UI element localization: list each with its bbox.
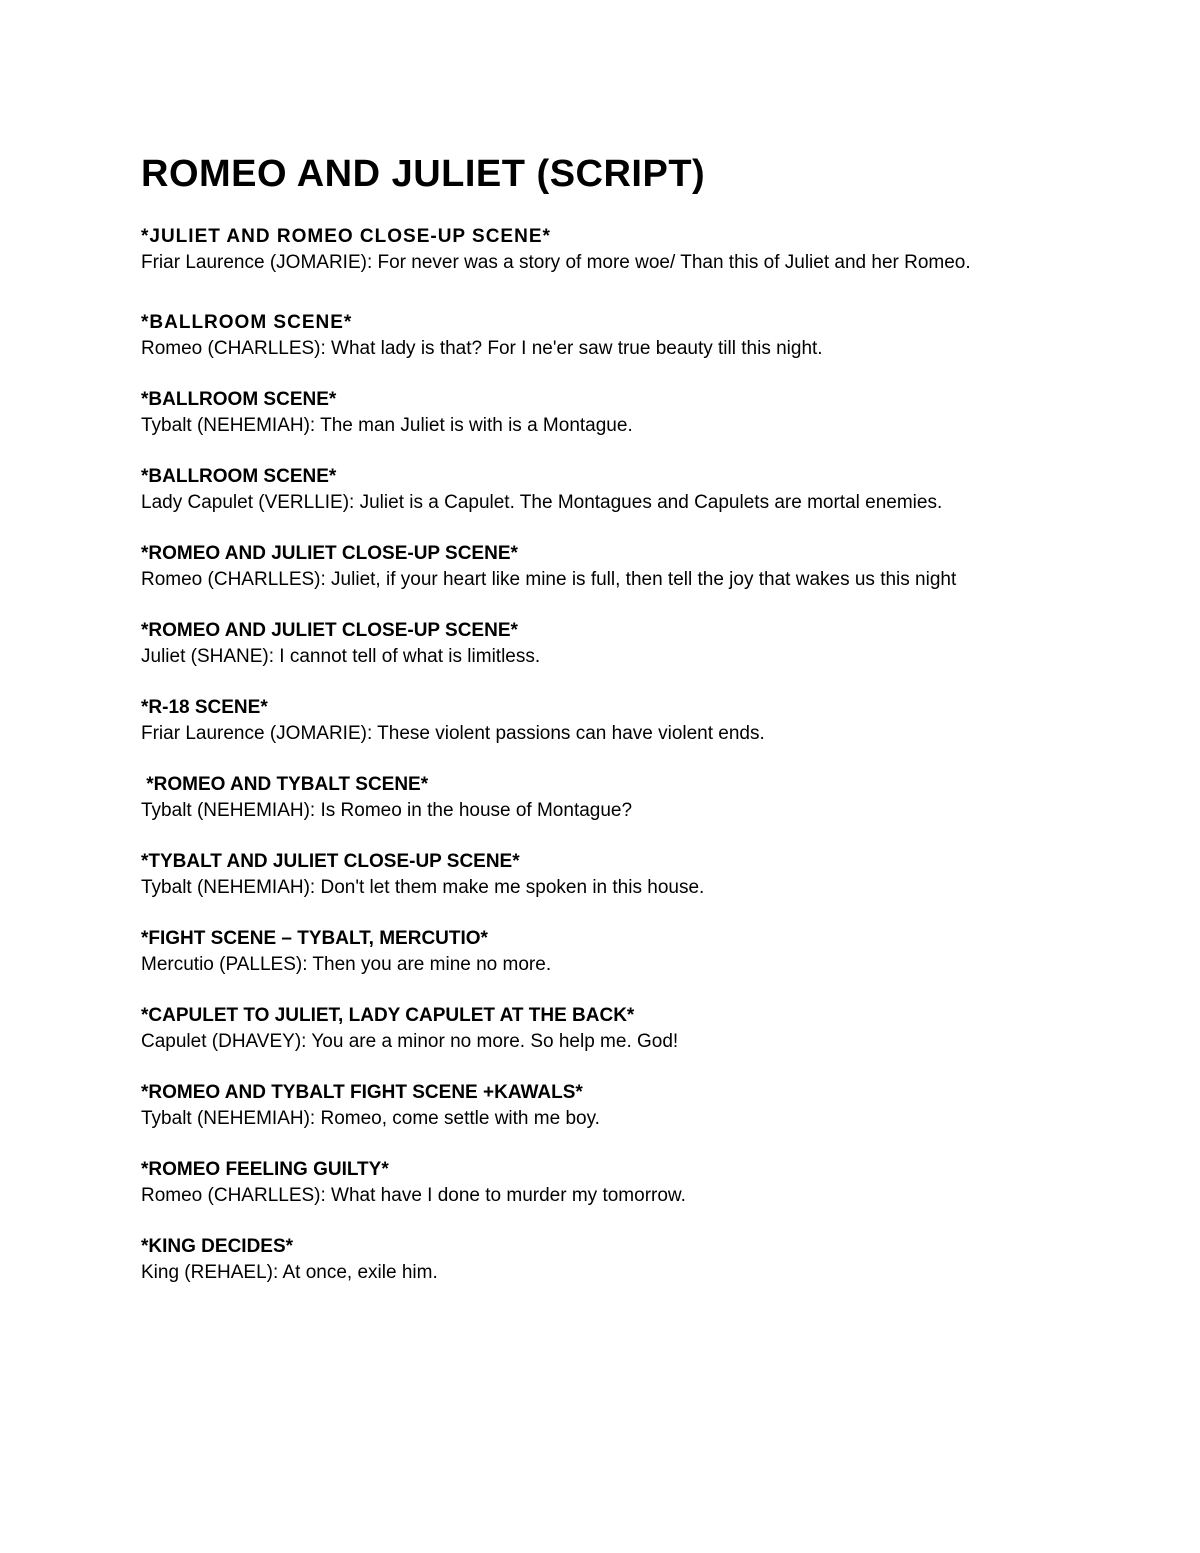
dialogue-line: Mercutio (PALLES): Then you are mine no more. (141, 954, 552, 975)
scene-heading: *ROMEO AND JULIET CLOSE-UP SCENE* (141, 543, 518, 564)
scene-heading: *JULIET AND ROMEO CLOSE-UP SCENE* (141, 226, 551, 247)
dialogue-line: Juliet (SHANE): I cannot tell of what is limitless. (141, 646, 541, 667)
script-entry (141, 387, 1081, 439)
script-entry (141, 1080, 1081, 1132)
scene-heading: *BALLROOM SCENE* (141, 466, 337, 487)
scene-heading: *ROMEO AND TYBALT FIGHT SCENE +KAWALS* (141, 1082, 583, 1103)
dialogue-line: Friar Laurence (JOMARIE): These violent passions can have violent ends. (141, 723, 765, 744)
dialogue-line: Friar Laurence (JOMARIE): For never was a story of more woe/ Than this of Juliet and her Romeo. (141, 252, 971, 273)
dialogue-line: Tybalt (NEHEMIAH): Don't let them make me spoken in this house. (141, 877, 705, 898)
dialogue-line: Romeo (CHARLLES): What lady is that? For I ne'er saw true beauty till this night. (141, 338, 823, 359)
script-entry (141, 1003, 1081, 1055)
scene-heading: *CAPULET TO JULIET, LADY CAPULET AT THE BACK* (141, 1005, 635, 1026)
scene-heading: *ROMEO AND JULIET CLOSE-UP SCENE* (141, 620, 518, 641)
document-title: ROMEO AND JULIET (SCRIPT) (141, 153, 706, 195)
scene-heading: *FIGHT SCENE – TYBALT, MERCUTIO* (141, 928, 488, 949)
script-entry (141, 224, 1081, 276)
script-entry (141, 695, 1081, 747)
script-entry (141, 464, 1081, 516)
scene-heading: *KING DECIDES* (141, 1236, 294, 1257)
dialogue-line: King (REHAEL): At once, exile him. (141, 1262, 438, 1283)
scene-heading: *R-18 SCENE* (141, 697, 268, 718)
script-entry (141, 310, 1081, 362)
dialogue-line: Tybalt (NEHEMIAH): Romeo, come settle with me boy. (141, 1108, 600, 1129)
dialogue-line: Tybalt (NEHEMIAH): The man Juliet is with is a Montague. (141, 415, 633, 436)
dialogue-line: Tybalt (NEHEMIAH): Is Romeo in the house of Montague? (141, 800, 633, 821)
script-entry (141, 1234, 1081, 1286)
scene-heading: *TYBALT AND JULIET CLOSE-UP SCENE* (141, 851, 520, 872)
script-entry (141, 926, 1081, 978)
dialogue-line: Capulet (DHAVEY): You are a minor no more. So help me. God! (141, 1031, 679, 1052)
scene-heading: *ROMEO FEELING GUILTY* (141, 1159, 389, 1180)
script-entry (141, 1157, 1081, 1209)
dialogue-line: Romeo (CHARLLES): Juliet, if your heart like mine is full, then tell the joy that wakes us this night (141, 569, 957, 590)
script-entry (141, 849, 1081, 901)
script-entry (141, 618, 1081, 670)
script-entry (141, 772, 1081, 824)
dialogue-line: Lady Capulet (VERLLIE): Juliet is a Capulet. The Montagues and Capulets are mortal enemies. (141, 492, 943, 513)
dialogue-line: Romeo (CHARLLES): What have I done to murder my tomorrow. (141, 1185, 686, 1206)
scene-heading: *BALLROOM SCENE* (141, 389, 337, 410)
script-entry (141, 541, 1081, 593)
scene-heading: *ROMEO AND TYBALT SCENE* (141, 774, 429, 795)
scene-heading: *BALLROOM SCENE* (141, 312, 353, 333)
script-page (141, 150, 1081, 1286)
